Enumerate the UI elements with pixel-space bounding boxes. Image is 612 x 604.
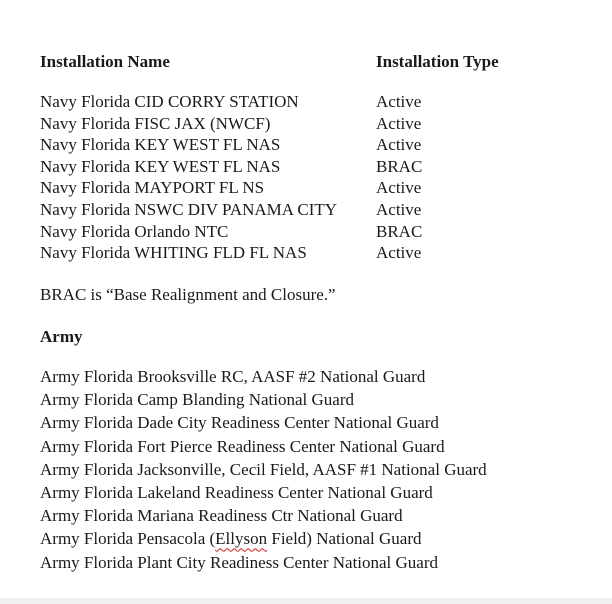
table-row xyxy=(40,199,600,221)
spellcheck-flagged-word[interactable]: Ellyson xyxy=(215,529,268,549)
installation-type-cell: BRAC xyxy=(376,156,423,176)
list-item: Army Florida Brooksville RC, AASF #2 National Guard xyxy=(40,367,426,386)
table-header-row xyxy=(40,51,600,73)
navy-installations-table xyxy=(40,91,600,264)
table-row xyxy=(40,177,600,199)
army-section-heading: Army xyxy=(40,327,83,346)
list-item-text-after: Field) National Guard xyxy=(267,529,422,549)
installation-name-cell: Navy Florida CID CORRY STATION xyxy=(40,92,299,111)
installation-name-cell: Navy Florida Orlando NTC xyxy=(40,221,229,241)
page-bottom-edge xyxy=(0,598,612,604)
installation-type-cell: Active xyxy=(376,178,422,198)
table-row xyxy=(40,221,600,243)
installation-name-cell: Navy Florida MAYPORT FL NS xyxy=(40,178,265,198)
list-item: Army Florida Plant City Readiness Center National Guard xyxy=(40,552,439,572)
installation-type-cell: Active xyxy=(376,199,422,219)
installation-type-cell: BRAC xyxy=(376,221,423,241)
table-row xyxy=(40,91,600,113)
table-row xyxy=(40,242,600,264)
list-item: Army Florida Jacksonville, Cecil Field, AASF #1 National Guard xyxy=(40,459,487,479)
list-item-text-before: Army Florida Pensacola ( xyxy=(40,529,216,549)
list-item: Army Florida Mariana Readiness Ctr National Guard xyxy=(40,506,403,526)
table-row xyxy=(40,156,600,178)
installation-type-cell: Active xyxy=(376,243,422,263)
table-row xyxy=(40,134,600,156)
header-installation-name: Installation Name xyxy=(40,52,170,71)
table-row xyxy=(40,113,600,135)
installation-name-cell: Navy Florida FISC JAX (NWCF) xyxy=(40,113,271,133)
installation-name-cell: Navy Florida WHITING FLD FL NAS xyxy=(40,243,307,263)
brac-definition-note: BRAC is “Base Realignment and Closure.” xyxy=(40,285,336,304)
list-item xyxy=(40,527,487,550)
list-item: Army Florida Dade City Readiness Center National Guard xyxy=(40,413,439,433)
list-item: Army Florida Lakeland Readiness Center National Guard xyxy=(40,482,433,502)
list-item: Army Florida Camp Blanding National Guard xyxy=(40,390,354,410)
army-installations-list xyxy=(40,365,487,574)
installation-name-cell: Navy Florida KEY WEST FL NAS xyxy=(40,156,281,176)
installation-type-cell: Active xyxy=(376,92,422,111)
installation-name-cell: Navy Florida NSWC DIV PANAMA CITY xyxy=(40,199,338,219)
installation-name-cell: Navy Florida KEY WEST FL NAS xyxy=(40,135,281,155)
installation-type-cell: Active xyxy=(376,135,422,155)
installation-type-cell: Active xyxy=(376,113,422,133)
header-installation-type: Installation Type xyxy=(376,52,499,71)
list-item: Army Florida Fort Pierce Readiness Center National Guard xyxy=(40,436,445,456)
